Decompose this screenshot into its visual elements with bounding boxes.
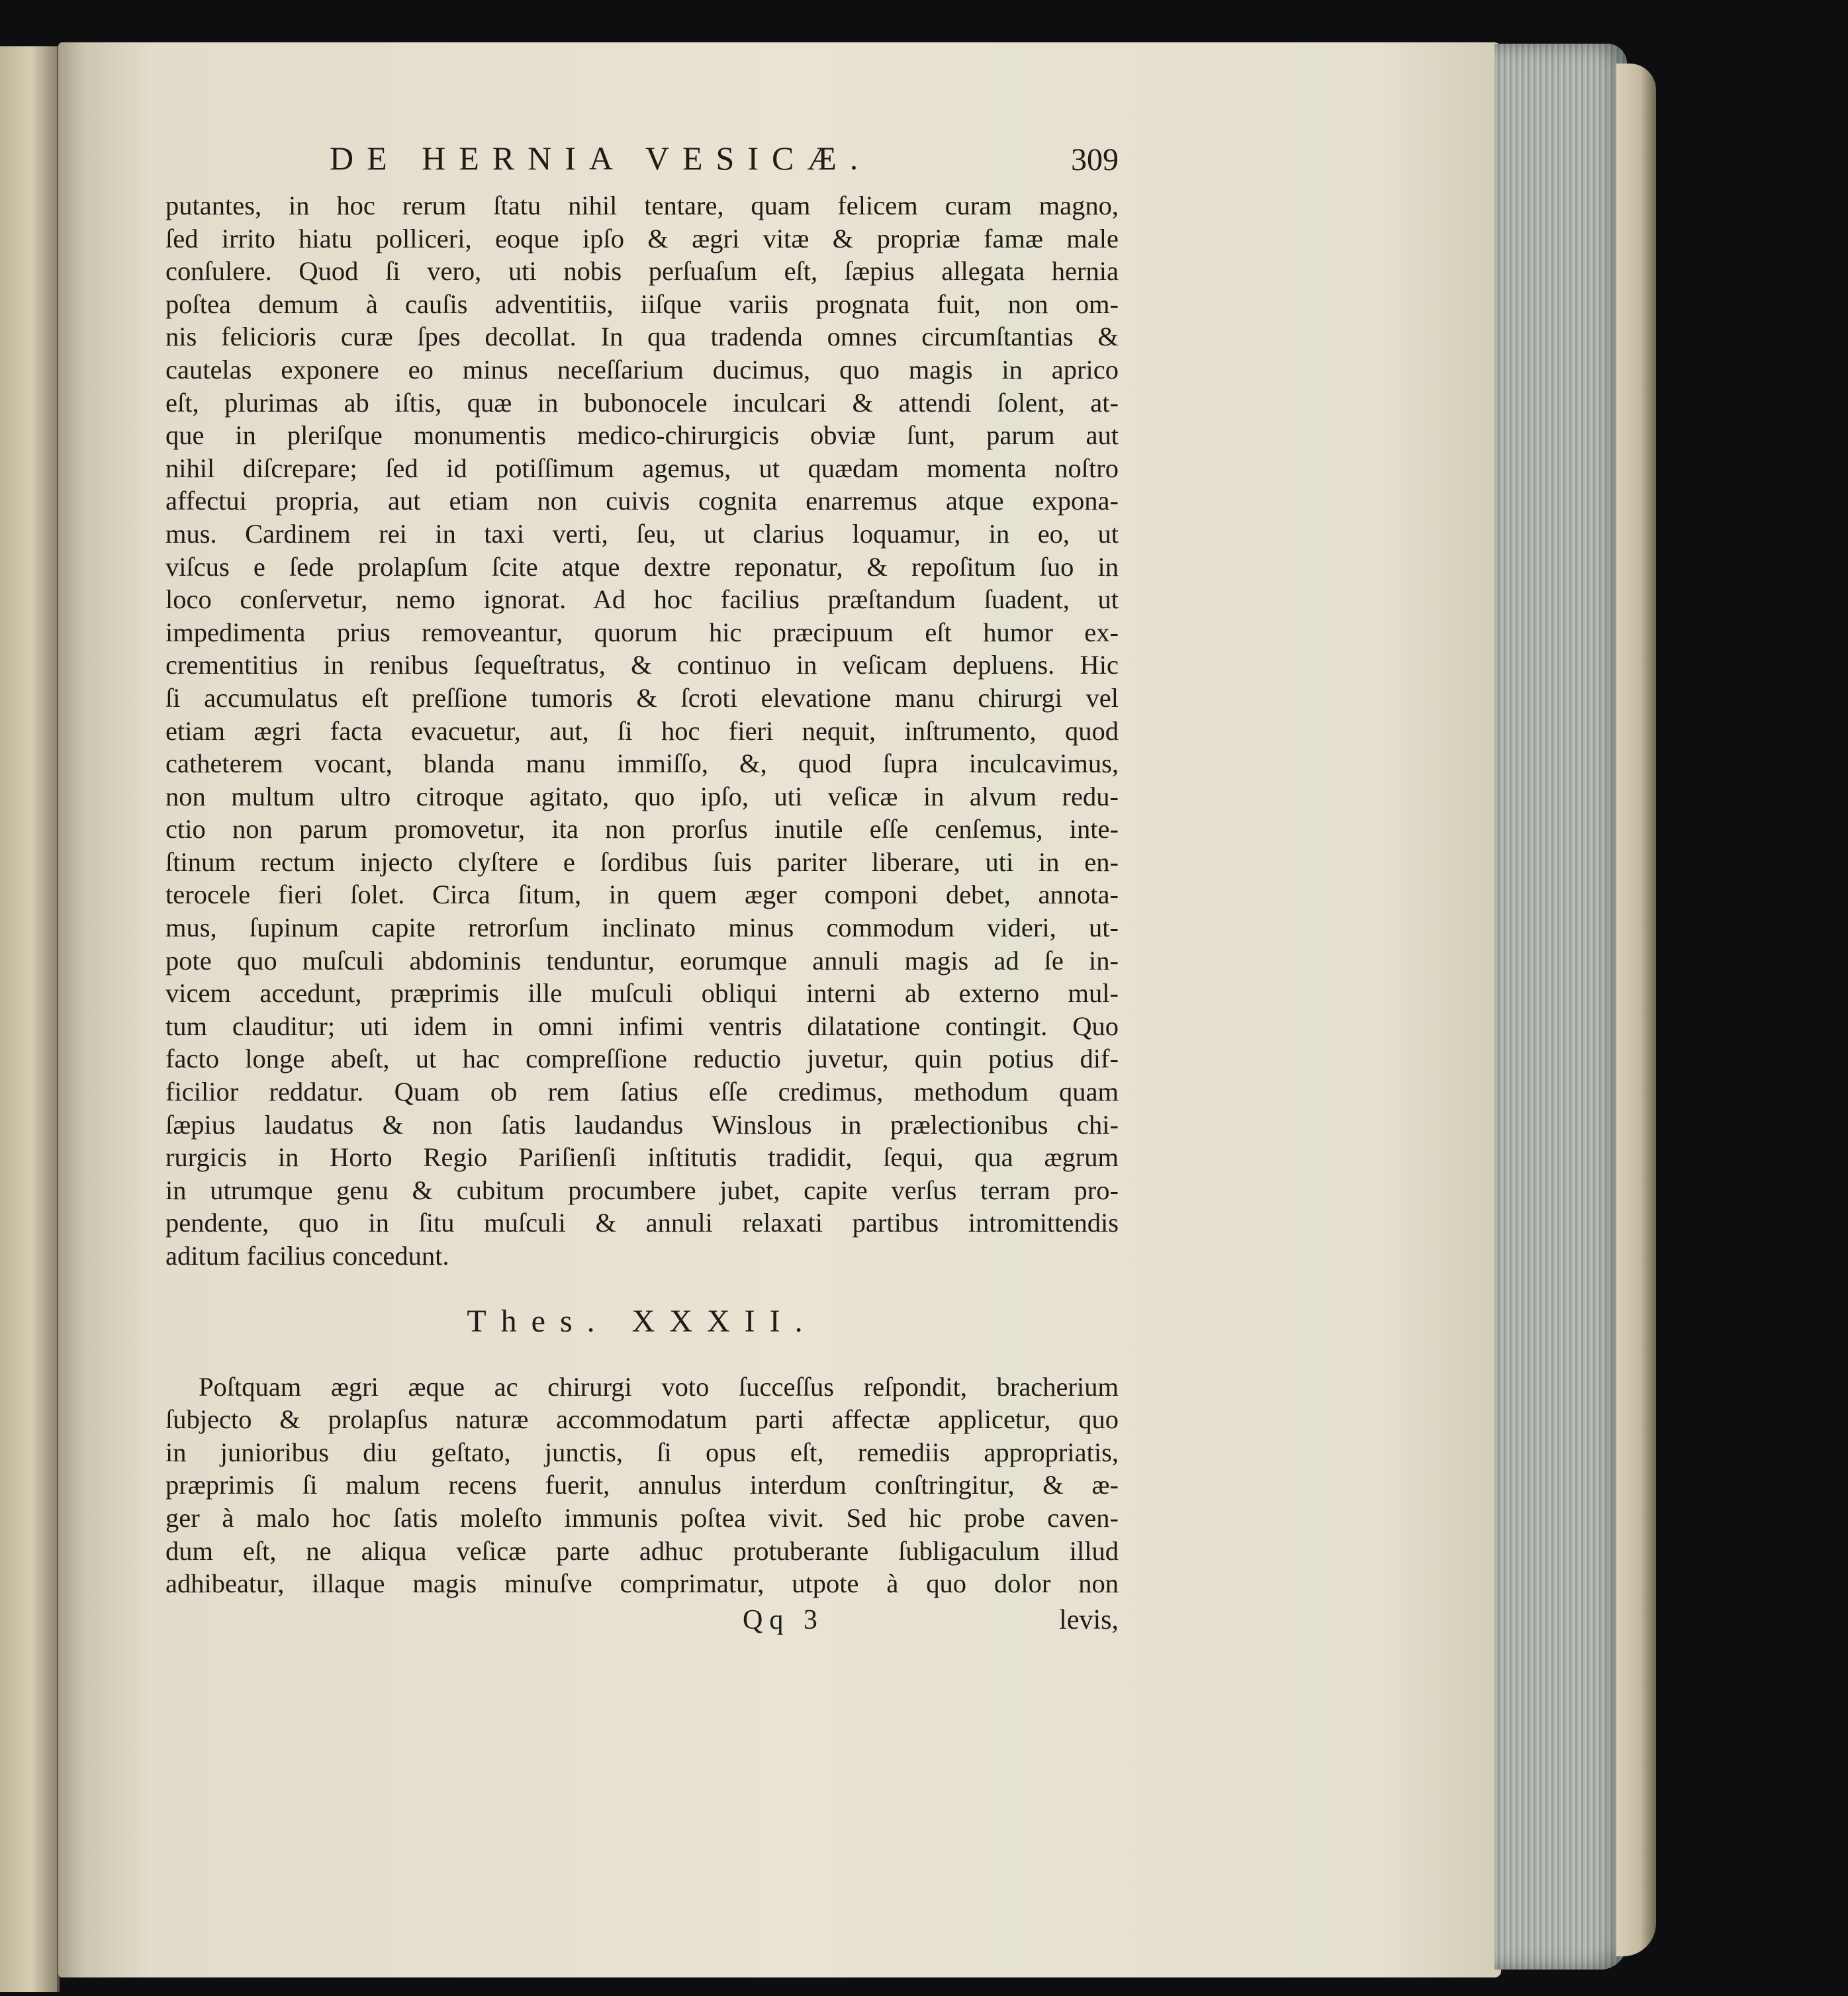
paragraph-1 xyxy=(165,189,1119,1273)
text-line: affectui propria, aut etiam non cuivis cognita enarremus atque expona- xyxy=(165,486,1119,516)
text-line: poſtea demum à cauſis adventitiis, iiſque variis prognata fuit, non om- xyxy=(165,289,1119,319)
text-line: ſi accumulatus eſt preſſione tumoris & ſcroti elevatione manu chirurgi vel xyxy=(165,682,1119,713)
text-line: adhibeatur, illaque magis minuſve comprimatur, utpote à quo dolor non xyxy=(165,1568,1119,1599)
text-line: catheterem vocant, blanda manu immiſſo, &, quod ſupra inculcavimus, xyxy=(165,748,1119,779)
text-line: rurgicis in Horto Regio Pariſienſi inſtitutis tradidit, ſequi, qua ægrum xyxy=(165,1142,1119,1173)
catchword: levis, xyxy=(1059,1604,1119,1635)
page-block-edges xyxy=(1495,44,1627,1970)
text-line: etiam ægri facta evacuetur, aut, ſi hoc fieri nequit, inſtrumento, quod xyxy=(165,715,1119,746)
text-line: terocele fieri ſolet. Circa ſitum, in quem æger componi debet, annota- xyxy=(165,880,1119,910)
text-line: dum eſt, ne aliqua veſicæ parte adhuc protuberante ſubligaculum illud xyxy=(165,1535,1119,1566)
text-line: conſulere. Quod ſi vero, uti nobis perſuaſum eſt, ſæpius allegata hernia xyxy=(165,256,1119,287)
text-line: nis felicioris curæ ſpes decollat. In qua tradenda omnes circumſtantias & xyxy=(165,322,1119,352)
text-line: tum clauditur; uti idem in omni infimi ventris dilatatione contingit. Quo xyxy=(165,1011,1119,1041)
text-line: in utrumque genu & cubitum procumbere jubet, capite verſus terram pro- xyxy=(165,1175,1119,1205)
paragraph-2 xyxy=(165,1371,1119,1600)
text-line: ſed irrito hiatu polliceri, eoque ipſo & ægri vitæ & propriæ famæ male xyxy=(165,223,1119,253)
text-line: cautelas exponere eo minus neceſſarium ducimus, quo magis in aprico xyxy=(165,354,1119,385)
page-footer xyxy=(165,1604,1119,1644)
text-line: ſtinum rectum injecto clyſtere e ſordibus ſuis pariter liberare, uti in en- xyxy=(165,846,1119,877)
text-line: nihil diſcrepare; ſed id potiſſimum agemus, ut quædam momenta noſtro xyxy=(165,453,1119,483)
text-line: præprimis ſi malum recens fuerit, annulus interdum conſtringitur, & æ- xyxy=(165,1470,1119,1500)
facing-page-edge xyxy=(0,46,60,1992)
text-line: ctio non parum promovetur, ita non prorſus inutile eſſe cenſemus, inte- xyxy=(165,814,1119,844)
text-line: viſcus e ſede prolapſum ſcite atque dextre reponatur, & repoſitum ſuo in xyxy=(165,551,1119,582)
running-head xyxy=(165,139,1119,185)
text-line: non multum ultro citroque agitato, quo ipſo, uti veſicæ in alvum redu- xyxy=(165,781,1119,811)
page-number: 309 xyxy=(1071,142,1119,177)
text-line: pote quo muſculi abdominis tenduntur, eorumque annuli magis ad ſe in- xyxy=(165,945,1119,975)
text-line: que in pleriſque monumentis medico-chirurgicis obviæ ſunt, parum aut xyxy=(165,420,1119,451)
text-line: mus, ſupinum capite retrorſum inclinato minus commodum videri, ut- xyxy=(165,913,1119,943)
page-text xyxy=(165,139,1119,1644)
text-line: ger à malo hoc ſatis moleſto immunis poſtea vivit. Sed hic probe caven- xyxy=(165,1502,1119,1533)
text-line: loco conſervetur, nemo ignorat. Ad hoc facilius præſtandum ſuadent, ut xyxy=(165,584,1119,615)
text-line: in junioribus diu geſtato, junctis, ſi opus eſt, remediis appropriatis, xyxy=(165,1437,1119,1467)
text-line: eſt, plurimas ab iſtis, quæ in bubonocele inculcari & attendi ſolent, at- xyxy=(165,387,1119,418)
text-line: Poſtquam ægri æque ac chirurgi voto ſucceſſus reſpondit, bracherium xyxy=(199,1371,1119,1402)
text-line: crementitius in renibus ſequeſtratus, & continuo in veſicam depluens. Hic xyxy=(165,650,1119,680)
text-line: vicem accedunt, præprimis ille muſculi obliqui interni ab externo mul- xyxy=(165,978,1119,1009)
text-line: facto longe abeſt, ut hac compreſſione reductio juvetur, quin potius dif- xyxy=(165,1044,1119,1074)
text-line: mus. Cardinem rei in taxi verti, ſeu, ut clarius loquamur, in eo, ut xyxy=(165,518,1119,549)
text-line: ſæpius laudatus & non ſatis laudandus Winslous in prælectionibus chi- xyxy=(165,1109,1119,1140)
section-heading: Thes. XXXII. xyxy=(467,1303,817,1339)
text-line: putantes, in hoc rerum ſtatu nihil tentare, quam felicem curam magno, xyxy=(165,191,1119,220)
text-line: ſubjecto & prolapſus naturæ accommodatum parti affectæ applicetur, quo xyxy=(165,1404,1119,1435)
text-line: aditum facilius concedunt. xyxy=(165,1241,449,1271)
text-line: impedimenta prius removeantur, quorum hic præcipuum eſt humor ex- xyxy=(165,617,1119,647)
signature-mark: Qq 3 xyxy=(743,1604,824,1635)
text-line: ficilior reddatur. Quam ob rem ſatius eſſe credimus, methodum quam xyxy=(165,1077,1119,1107)
text-line: pendente, quo in ſitu muſculi & annuli relaxati partibus intromittendis xyxy=(165,1208,1119,1238)
running-title: DE HERNIA VESICÆ. xyxy=(330,140,872,177)
